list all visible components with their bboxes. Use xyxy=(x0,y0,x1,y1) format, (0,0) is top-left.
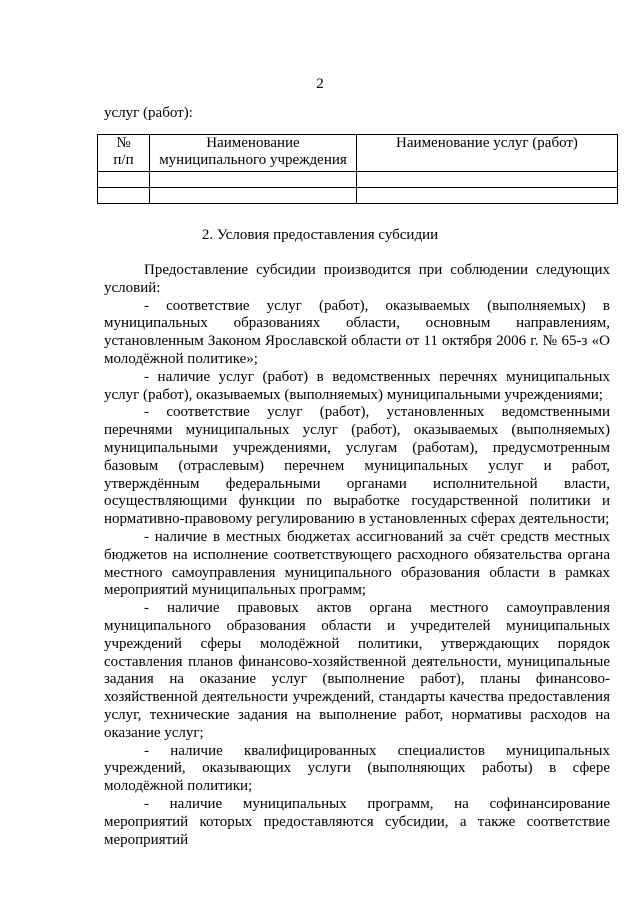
paragraph-condition: - наличие квалифицированных специалистов муниципальных учреждений, оказывающих услуги (выполняющих работы) в сфере молодёжной политики; xyxy=(104,742,610,795)
header-services-cell: Наименование услуг (работ) xyxy=(357,135,618,172)
table-header-row xyxy=(98,135,618,172)
header-institution-line1: Наименование xyxy=(206,135,300,151)
institutions-table xyxy=(97,134,618,204)
page-number: 2 xyxy=(316,76,324,92)
header-institution-line2: муниципального учреждения xyxy=(159,152,347,168)
table-cell xyxy=(357,188,618,204)
paragraph-condition: - наличие услуг (работ) в ведомственных перечнях муниципальных услуг (работ), оказываемых (выполняемых) муниципальными учреждениями; xyxy=(104,368,610,403)
paragraph-intro: Предоставление субсидии производится при соблюдении следующих условий: xyxy=(104,262,610,296)
table-cell xyxy=(150,172,357,188)
conditions-text xyxy=(104,262,610,849)
table-cell xyxy=(98,188,150,204)
paragraph-condition: - наличие правовых актов органа местного самоуправления муниципального образования области и учредителей муниципальных учреждений сферы молодёжной политики, утверждающих порядок составления планов финансово-хозяйственной деятельности, муниципальные задания на оказание услуг (выполнение работ), планы финансово-хозяйственной деятельности учреждений, стандарты качества предоставления услуг, технические задания на выполнение работ, нормативы расходов на оказание услуг; xyxy=(104,600,610,741)
header-number-line1: № xyxy=(116,135,131,151)
intro-line: услуг (работ): xyxy=(104,105,193,121)
paragraph-condition: - соответствие услуг (работ), установленных ведомственными перечнями муниципальных услуг (работ), оказываемых (выполняемых) муниципальными учреждениями, услугам (работам), предусмотренным базовым (отраслевым) перечнем муниципальных услуг и работ, утверждённым федеральными органами исполнительной власти, осуществляющими функции по выработке государственной политики и нормативно-правовому регулированию в установленных сферах деятельности; xyxy=(104,404,610,528)
table-row xyxy=(98,172,618,188)
header-number-cell xyxy=(98,135,150,172)
table-cell xyxy=(357,172,618,188)
header-number-line2: п/п xyxy=(113,152,134,168)
table-row xyxy=(98,188,618,204)
paragraph-condition: - наличие муниципальных программ, на софинансирование мероприятий которых предоставляются субсидии, а также соответствие мероприятий xyxy=(104,795,610,848)
paragraph-condition: - соответствие услуг (работ), оказываемых (выполняемых) в муниципальных образованиях области, основным направлениям, установленным Законом Ярославской области от 11 октября 2006 г. № 65-з «О молодёжной политике»; xyxy=(104,297,610,367)
paragraph-condition: - наличие в местных бюджетах ассигнований за счёт средств местных бюджетов на исполнение соответствующего расходного обязательства органа местного самоуправления муниципального образования области в рамках мероприятий муниципальных программ; xyxy=(104,528,610,599)
header-institution-cell xyxy=(150,135,357,172)
table-cell xyxy=(98,172,150,188)
section-title: 2. Условия предоставления субсидии xyxy=(201,227,439,243)
table-cell xyxy=(150,188,357,204)
